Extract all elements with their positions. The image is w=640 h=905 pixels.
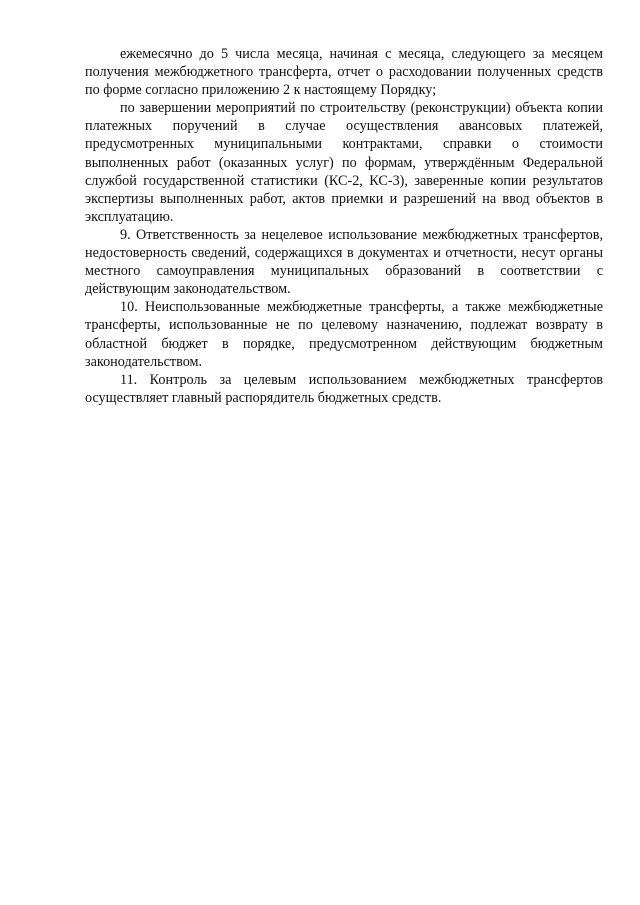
- paragraph-item-9-responsibility: 9. Ответственность за нецелевое использование межбюджетных трансфертов, недостоверность сведений, содержащихся в документах и отчетности, несут органы местного самоуправления муниципальных образований в соответствии с действующим законодательством.: [85, 226, 603, 298]
- document-body: [85, 45, 603, 407]
- paragraph-item-10-unused-transfers: 10. Неиспользованные межбюджетные трансферты, а также межбюджетные трансферты, использованные не по целевому назначению, подлежат возврату в областной бюджет в порядке, предусмотренном действующим бюджетным законодательством.: [85, 299, 603, 370]
- paragraph-monthly-report: ежемесячно до 5 числа месяца, начиная с месяца, следующего за месяцем получения межбюджетного трансферта, отчет о расходовании полученных средств по форме согласно приложению 2 к настоящему Порядку;: [85, 46, 603, 99]
- paragraph-item-11-control: 11. Контроль за целевым использованием межбюджетных трансфертов осуществляет главный распорядитель бюджетных средств.: [85, 371, 603, 406]
- paragraph-construction-completion: по завершении мероприятий по строительству (реконструкции) объекта копии платежных поручений в случае осуществления авансовых платежей, предусмотренных муниципальными контрактами, справки о стоимости выполненных работ (оказанных услуг) по формам, утверждённым Федеральной службой государственной статистики (КС-2, КС-3), заверенные копии результатов экспертизы выполненных работ, актов приемки и разрешений на ввод объектов в эксплуатацию.: [85, 100, 603, 225]
